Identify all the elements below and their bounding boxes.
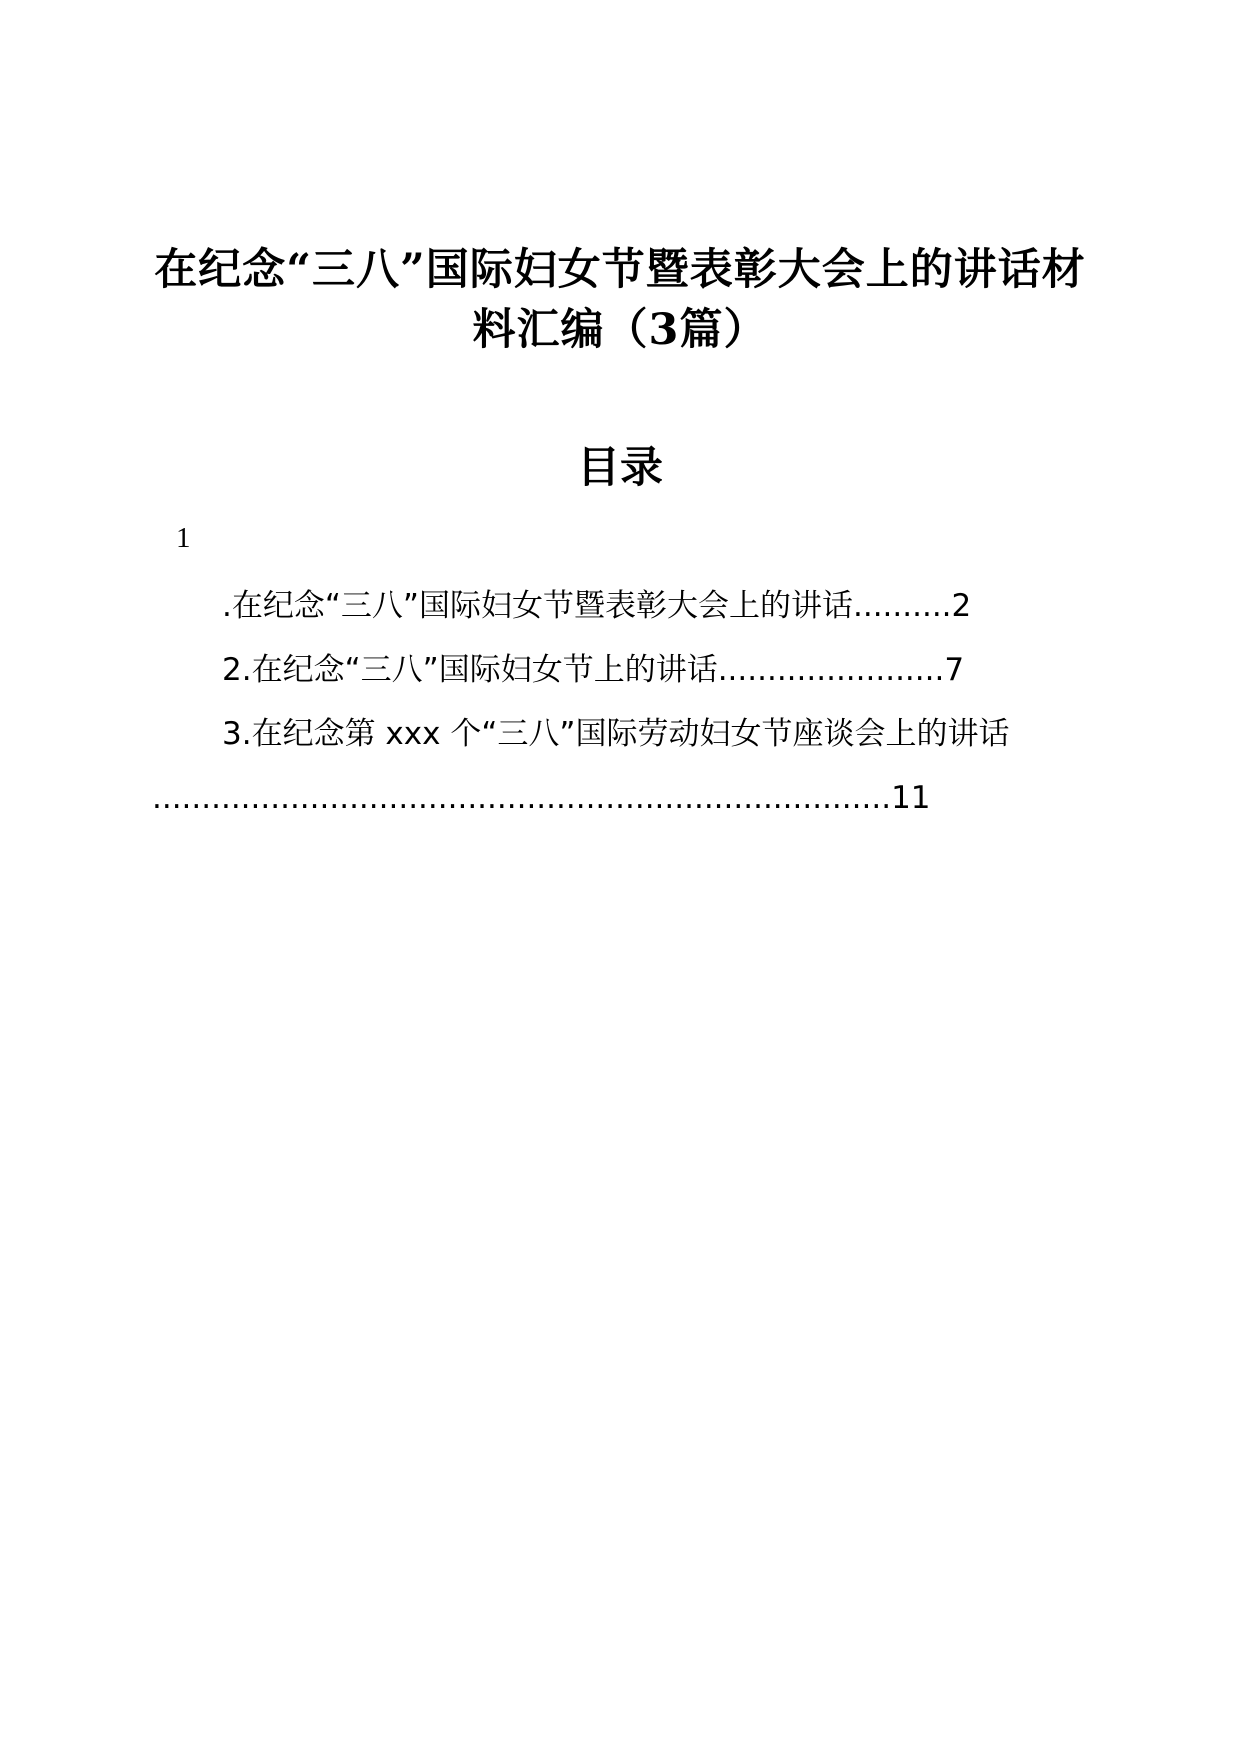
toc-entry-leader: .......... <box>852 588 952 624</box>
toc-entry-page: 2 <box>951 588 972 624</box>
toc-entry-page: 7 <box>944 652 965 688</box>
toc-entry-leader: ........................................................................... <box>152 780 892 816</box>
document-title: 在纪念“三八”国际妇女节暨表彰大会上的讲话材料汇编（3篇） <box>154 245 1086 355</box>
toc-heading: 目录 <box>577 443 663 493</box>
toc-entry-title: 2.在纪念“三八”国际妇女节上的讲话 <box>222 652 718 688</box>
toc-entry-3-continuation[interactable] <box>152 776 931 820</box>
toc-entry-leader: ....................... <box>717 652 945 688</box>
toc-entry-title: .在纪念“三八”国际妇女节暨表彰大会上的讲话 <box>222 588 853 624</box>
toc-entry-title: 3.在纪念第 xxx 个“三八”国际劳动妇女节座谈会上的讲话 <box>222 716 1010 752</box>
toc-stray-number: 1 <box>176 522 191 554</box>
toc-entry-page: 11 <box>891 780 931 816</box>
toc-entry-2[interactable] <box>222 648 964 692</box>
toc-entry-3[interactable] <box>222 712 1009 756</box>
toc-entry-1[interactable] <box>222 584 971 628</box>
